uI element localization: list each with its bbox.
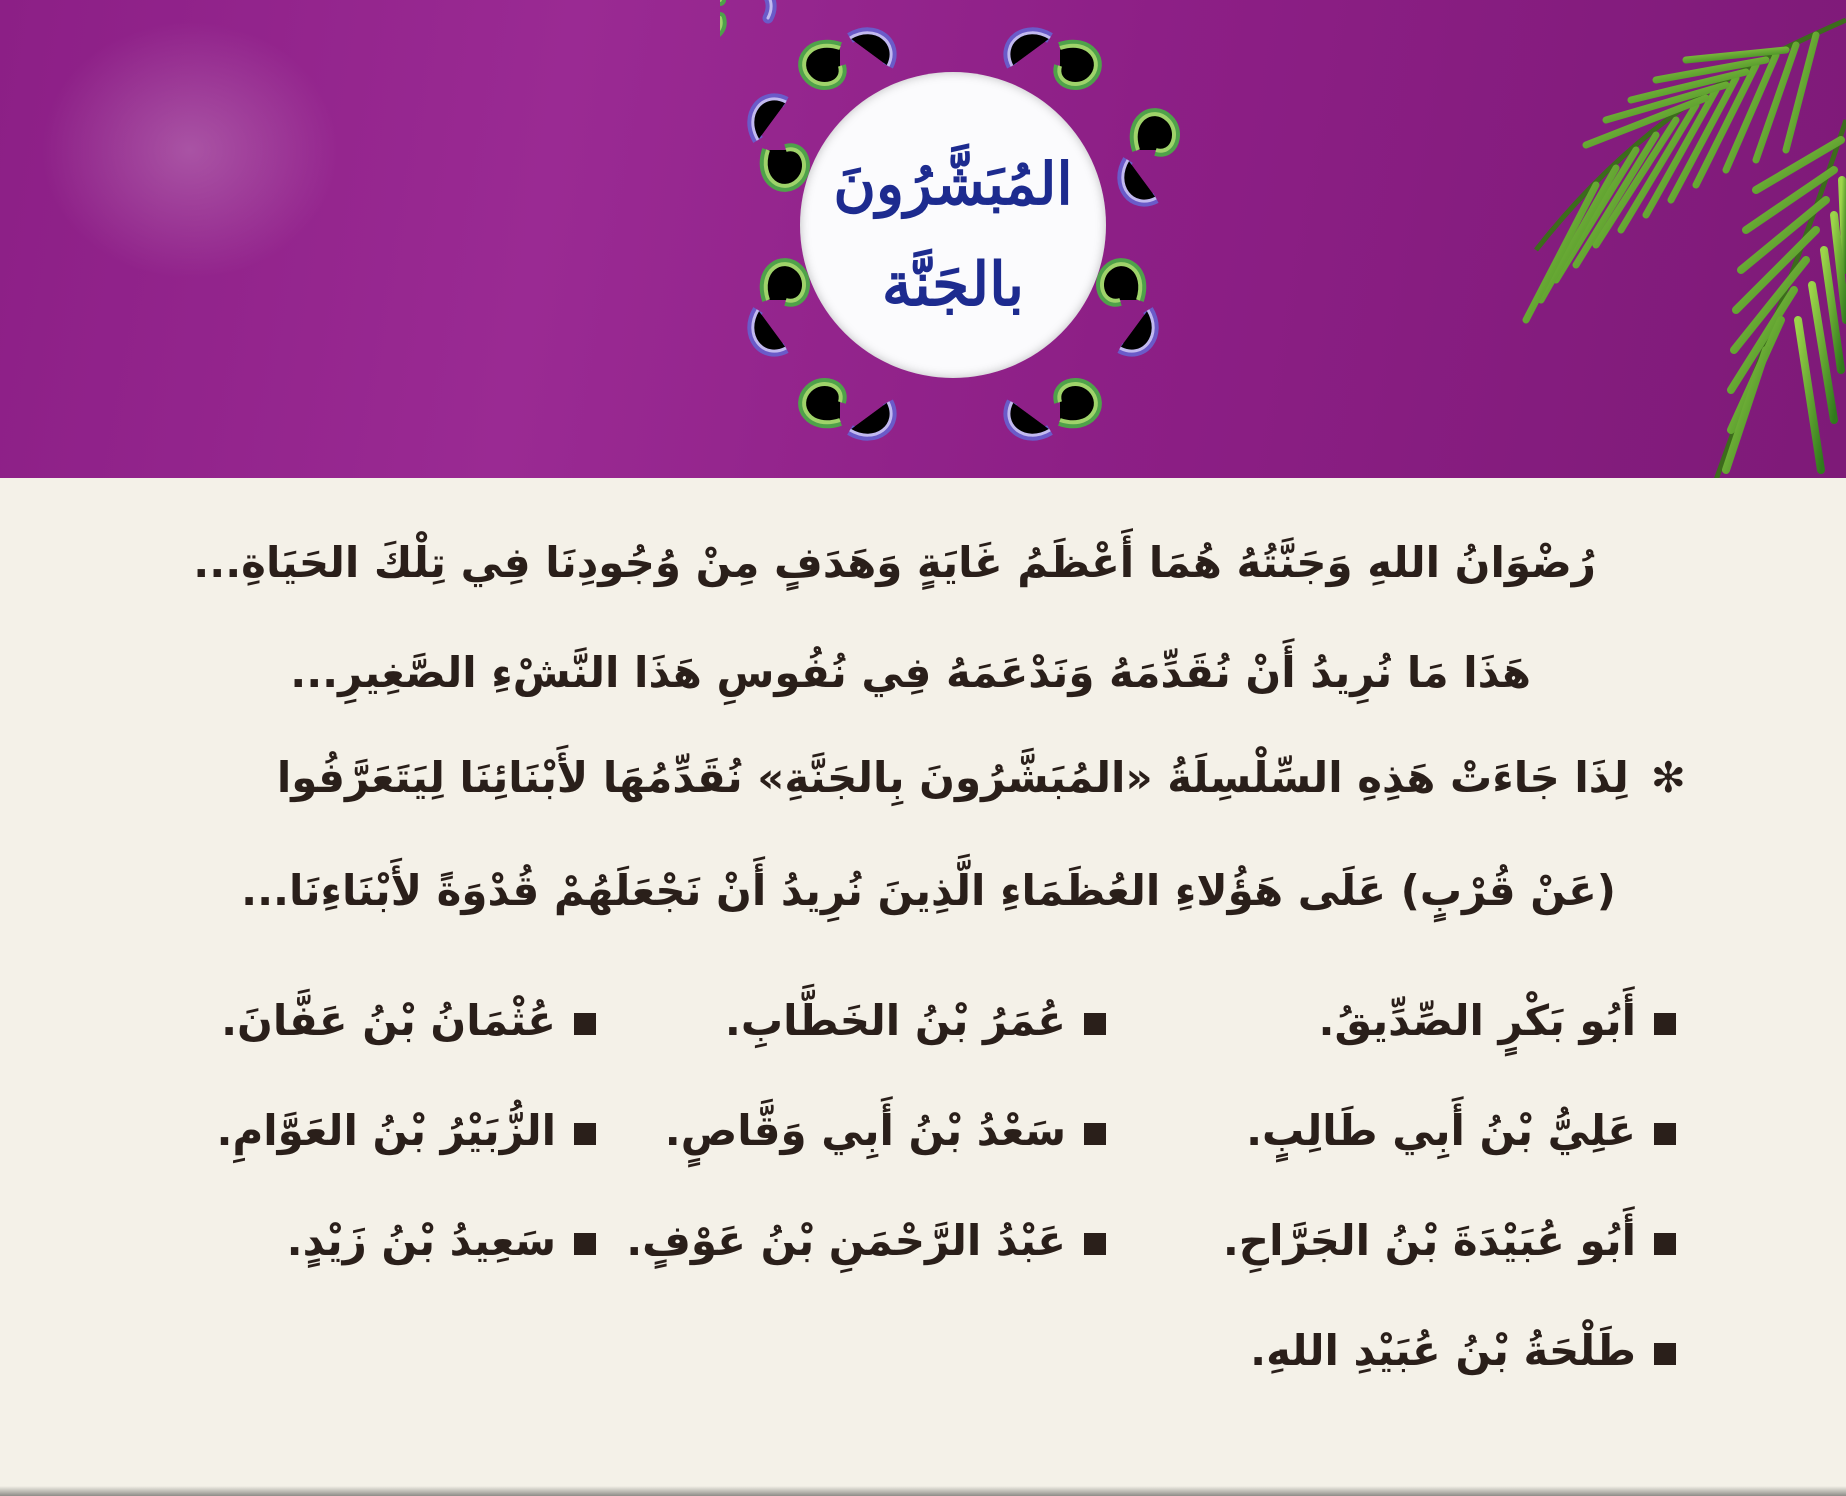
square-bullet-icon xyxy=(1084,1233,1106,1255)
list-item: عُثْمَانُ بْنُ عَفَّانَ. xyxy=(221,996,596,1045)
square-bullet-icon xyxy=(574,1233,596,1255)
list-item: أَبُو بَكْرٍ الصِّدِّيقُ. xyxy=(1319,996,1676,1045)
list-item: عَبْدُ الرَّحْمَنِ بْنُ عَوْفٍ. xyxy=(626,1216,1106,1265)
square-bullet-icon xyxy=(1084,1123,1106,1145)
intro-line-3-text: لِذَا جَاءَتْ هَذِهِ السِّلْسِلَةُ «المُبَشَّرُونَ بِالجَنَّةِ» نُقَدِّمُهَا لأَبْنَائِنَا لِيَتَعَرَّفُوا xyxy=(276,753,1629,802)
series-title-line-1: المُبَشَّرُونَ xyxy=(833,150,1073,218)
intro-line-2: هَذَا مَا نُرِيدُ أَنْ نُقَدِّمَهُ وَنَدْعَمَهُ فِي نُفُوسِ هَذَا النَّشْءِ الصَّغِيرِ... xyxy=(290,648,1531,697)
square-bullet-icon xyxy=(1084,1013,1106,1035)
intro-line-1: رُضْوَانُ اللهِ وَجَنَّتُهُ هُمَا أَعْظَمُ غَايَةٍ وَهَدَفٍ مِنْ وُجُودِنَا فِي تِلْكَ الحَيَاةِ... xyxy=(193,538,1596,587)
series-title-seal xyxy=(720,0,1180,470)
series-title-line-2: بالجَنَّة xyxy=(881,250,1025,320)
list-item: الزُّبَيْرُ بْنُ العَوَّامِ. xyxy=(217,1106,597,1155)
seal-white-circle xyxy=(800,72,1106,378)
light-reflection xyxy=(40,20,340,280)
list-item: عُمَرُ بْنُ الخَطَّابِ. xyxy=(725,996,1106,1045)
list-item: سَعْدُ بْنُ أَبِي وَقَّاصٍ. xyxy=(665,1106,1106,1155)
list-item: أَبُو عُبَيْدَةَ بْنُ الجَرَّاحِ. xyxy=(1223,1216,1676,1265)
square-bullet-icon xyxy=(1654,1343,1676,1365)
asterisk-star-icon: ✻ xyxy=(1650,753,1686,802)
intro-line-3 xyxy=(277,753,1686,802)
square-bullet-icon xyxy=(1654,1233,1676,1255)
square-bullet-icon xyxy=(1654,1013,1676,1035)
page-body xyxy=(0,478,1846,1496)
list-item: طَلْحَةُ بْنُ عُبَيْدِ اللهِ. xyxy=(1250,1326,1676,1375)
list-item: عَلِيُّ بْنُ أَبِي طَالِبٍ. xyxy=(1246,1106,1676,1155)
palm-leaf-image xyxy=(1286,0,1846,478)
list-item: سَعِيدُ بْنُ زَيْدٍ. xyxy=(287,1216,596,1265)
square-bullet-icon xyxy=(574,1123,596,1145)
page-bottom-shadow xyxy=(0,1486,1846,1496)
square-bullet-icon xyxy=(1654,1123,1676,1145)
square-bullet-icon xyxy=(574,1013,596,1035)
intro-line-4: (عَنْ قُرْبٍ) عَلَى هَؤُلاءِ العُظَمَاءِ الَّذِينَ نُرِيدُ أَنْ نَجْعَلَهُمْ قُدْوَةً لأَبْنَاءِنَا... xyxy=(241,866,1616,915)
purple-header-band xyxy=(0,0,1846,478)
